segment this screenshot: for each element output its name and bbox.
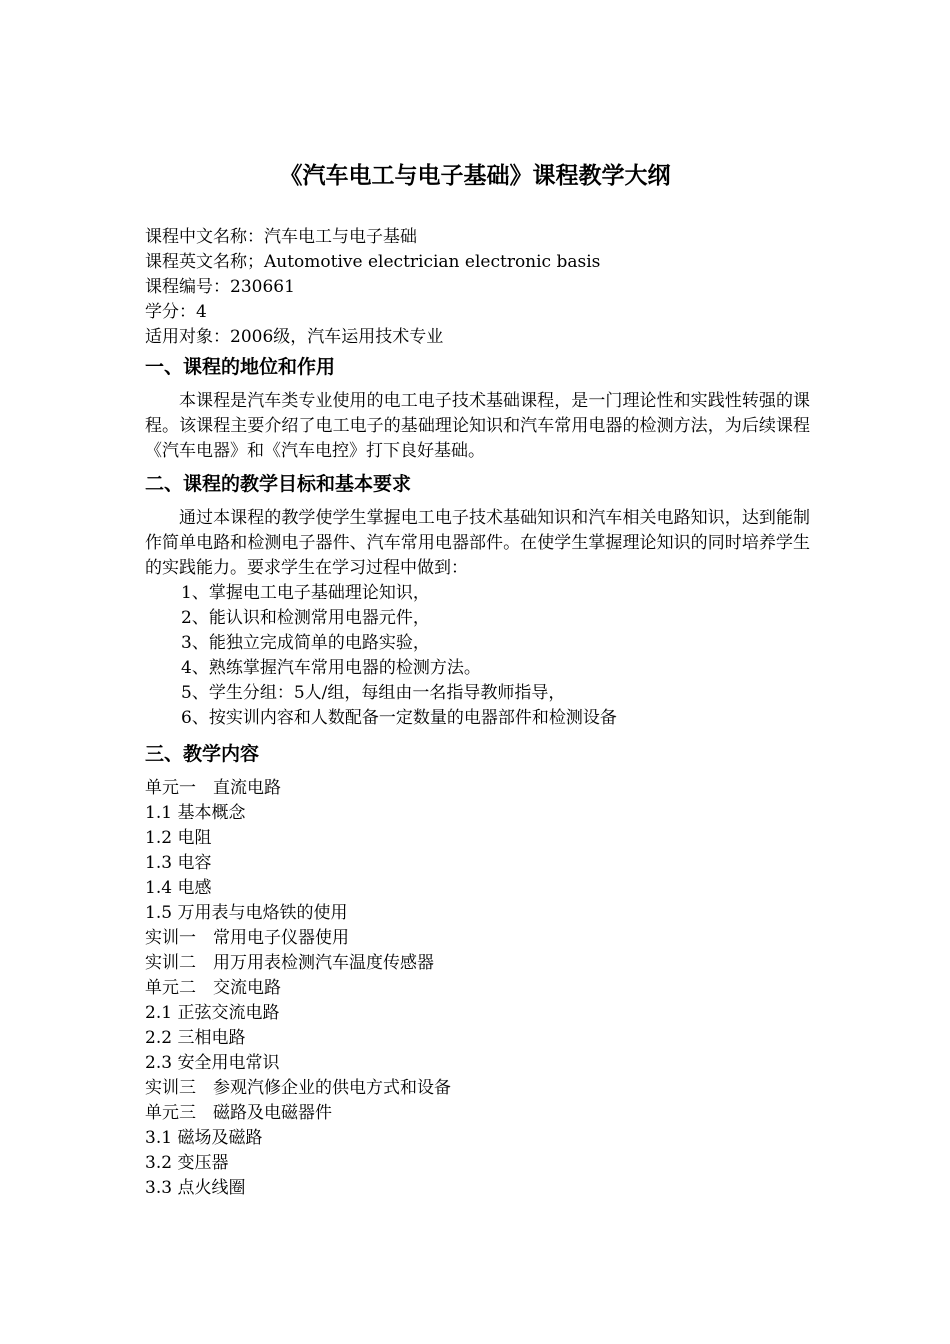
section-paragraph-1: 本课程是汽车类专业使用的电工电子技术基础课程，是一门理论性和实践性转强的课程。该课程主要介绍了电工电子的基础理论知识和汽车常用电器的检测方法，为后续课程《汽车电器》和《汽车电控》打下良好基础。: [145, 391, 810, 461]
section-paragraph-2: 通过本课程的教学使学生掌握电工电子技术基础知识和汽车相关电路知识，达到能制作简单电路和检测电子器件、汽车常用电器部件。在使学生掌握理论知识的同时培养学生的实践能力。要求学生在学习过程中做到：: [145, 508, 810, 578]
outline-line: 3.1 磁场及磁路: [145, 1128, 263, 1148]
list-item: 2、能认识和检测常用电器元件，: [181, 608, 430, 628]
course-code: 课程编号：230661: [145, 277, 295, 297]
course-target: 适用对象：2006级，汽车运用技术专业: [145, 327, 444, 347]
outline-line: 1.1 基本概念: [145, 803, 246, 823]
course-credit: 学分：4: [145, 302, 207, 322]
course-cn-name: 课程中文名称：汽车电工与电子基础: [145, 227, 417, 247]
list-item: 6、按实训内容和人数配备一定数量的电器部件和检测设备: [181, 708, 617, 728]
outline-line: 1.4 电感: [145, 878, 212, 898]
outline-line: 3.3 点火线圈: [145, 1178, 246, 1198]
requirements-list: [145, 581, 810, 731]
section-heading-3: 三、教学内容: [145, 743, 260, 765]
outline-line: 实训三 参观汽修企业的供电方式和设备: [145, 1078, 451, 1098]
outline-line: 2.3 安全用电常识: [145, 1053, 280, 1073]
course-en-name: 课程英文名称；Automotive electrician electronic basis: [145, 252, 601, 272]
outline-line: 单元二 交流电路: [145, 978, 281, 998]
list-item: 1、掌握电工电子基础理论知识，: [181, 583, 430, 603]
document-title: 《汽车电工与电子基础》课程教学大纲: [279, 163, 671, 189]
outline-line: 3.2 变压器: [145, 1153, 229, 1173]
outline-line: 2.2 三相电路: [145, 1028, 246, 1048]
content-outline: [145, 776, 810, 1201]
list-item: 5、学生分组：5人/组，每组由一名指导教师指导，: [181, 683, 566, 703]
document-body: [145, 225, 810, 1201]
section-heading-2: 二、课程的教学目标和基本要求: [145, 473, 412, 495]
outline-line: 实训二 用万用表检测汽车温度传感器: [145, 953, 434, 973]
outline-line: 2.1 正弦交流电路: [145, 1003, 280, 1023]
outline-line: 实训一 常用电子仪器使用: [145, 928, 349, 948]
list-item: 4、熟练掌握汽车常用电器的检测方法。: [181, 658, 481, 678]
outline-line: 单元三 磁路及电磁器件: [145, 1103, 332, 1123]
outline-line: 1.3 电容: [145, 853, 212, 873]
list-item: 3、能独立完成简单的电路实验，: [181, 633, 430, 653]
outline-line: 单元一 直流电路: [145, 778, 281, 798]
outline-line: 1.2 电阻: [145, 828, 212, 848]
outline-line: 1.5 万用表与电烙铁的使用: [145, 903, 348, 923]
section-heading-1: 一、课程的地位和作用: [145, 356, 336, 378]
